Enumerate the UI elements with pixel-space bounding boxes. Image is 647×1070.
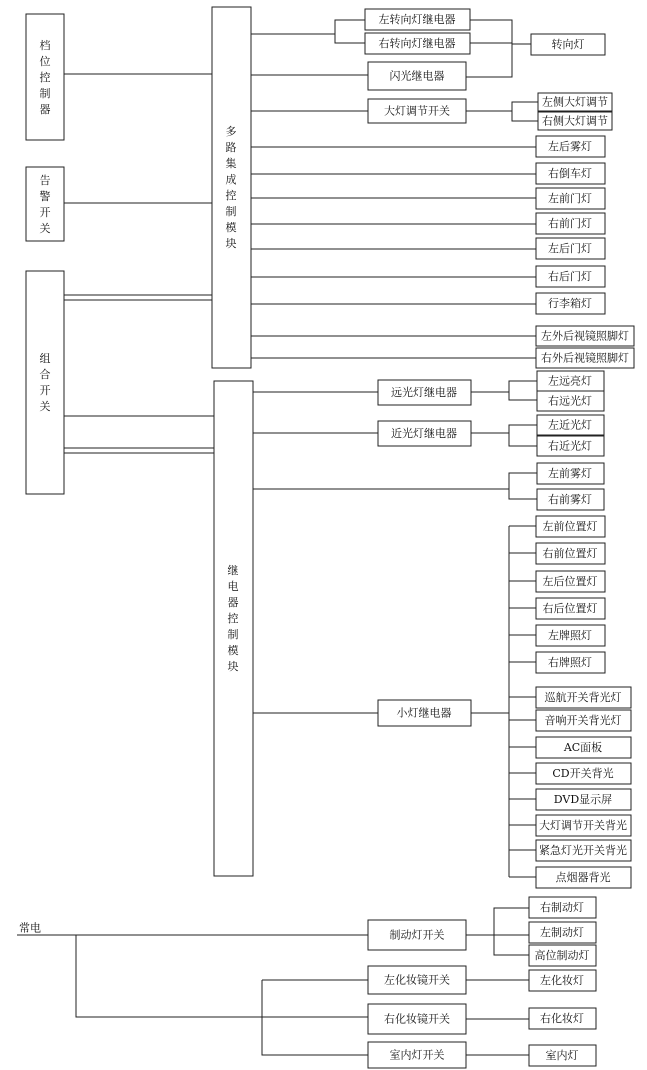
combo-switch-label: 组合开关 — [39, 351, 51, 413]
left-mirror-foot-label: 左外后视镜照脚灯 — [541, 329, 629, 343]
cd-backlight-label: CD开关背光 — [552, 767, 614, 780]
left-brake-box — [529, 922, 596, 943]
ac-panel-box — [536, 737, 631, 758]
vanity-right-switch-label: 右化妆镜开关 — [384, 1012, 450, 1026]
right-headlight-adjust-label: 右侧大灯调节 — [542, 114, 608, 128]
right-plate-label: 右牌照灯 — [548, 656, 592, 669]
multi-integrated-control-module — [212, 7, 251, 368]
right-rear-position-box — [536, 598, 605, 619]
emergency-backlight-label: 紧急灯光开关背光 — [539, 844, 627, 857]
interior-switch-box — [368, 1042, 466, 1068]
left-rear-position-label: 左后位置灯 — [542, 575, 598, 588]
high-beam-relay-label: 远光灯继电器 — [391, 386, 457, 399]
left-vanity-lamp-label: 左化妆灯 — [540, 974, 584, 987]
right-rear-door-box — [536, 266, 605, 287]
gear-controller-label: 档位控制器 — [39, 38, 51, 116]
right-reverse-label: 右倒车灯 — [548, 167, 592, 180]
right-low-beam-box — [537, 436, 604, 456]
relay-control-module — [214, 381, 253, 876]
audio-backlight-box — [536, 710, 631, 731]
brake-switch-label: 制动灯开关 — [389, 928, 445, 942]
left-front-fog-label: 左前雾灯 — [548, 467, 592, 480]
right-front-position-label: 右前位置灯 — [542, 547, 598, 560]
flash-relay-box — [368, 62, 466, 90]
right-mirror-foot-box — [536, 348, 634, 368]
left-plate-box — [536, 625, 605, 646]
headlight-adjust-backlight-label: 大灯调节开关背光 — [539, 819, 627, 832]
ac-panel-label: AC面板 — [563, 741, 603, 754]
right-vanity-lamp-label: 右化妆灯 — [540, 1012, 584, 1025]
lighter-backlight-label: 点烟器背光 — [555, 871, 611, 884]
warning-switch-label: 告警开关 — [39, 173, 51, 235]
lighter-backlight-box — [536, 867, 631, 888]
left-low-beam-box — [537, 415, 604, 435]
left-front-position-box — [536, 516, 605, 537]
turn-lamp-label: 转向灯 — [551, 38, 585, 51]
right-rear-door-label: 右后门灯 — [548, 270, 592, 283]
left-rear-position-box — [536, 571, 605, 592]
left-front-position-label: 左前位置灯 — [542, 520, 598, 533]
combo-switch-box — [26, 271, 64, 494]
left-mirror-foot-box — [536, 326, 634, 346]
left-plate-label: 左牌照灯 — [548, 629, 592, 642]
left-rear-fog-label: 左后雾灯 — [548, 140, 592, 153]
headlight-adjust-switch-box — [368, 99, 466, 123]
right-front-fog-box — [537, 489, 604, 510]
low-beam-relay-label: 近光灯继电器 — [391, 427, 457, 440]
right-front-position-box — [536, 543, 605, 564]
warning-switch-box — [26, 167, 64, 241]
brake-switch-box — [368, 920, 466, 950]
turn-right-relay-label: 右转向灯继电器 — [378, 37, 456, 50]
left-brake-label: 左制动灯 — [540, 926, 584, 939]
right-brake-box — [529, 897, 596, 918]
small-light-relay-box — [378, 700, 471, 726]
left-rear-fog-box — [536, 136, 605, 157]
right-mirror-foot-label: 右外后视镜照脚灯 — [541, 351, 629, 365]
connection-lines — [17, 20, 538, 1055]
turn-left-relay-box — [365, 9, 470, 30]
right-high-beam-label: 右远光灯 — [548, 394, 592, 408]
right-low-beam-label: 右近光灯 — [548, 439, 592, 453]
turn-left-relay-label: 左转向灯继电器 — [378, 13, 456, 26]
left-low-beam-label: 左近光灯 — [548, 418, 592, 432]
headlight-adjust-switch-label: 大灯调节开关 — [384, 104, 450, 118]
left-headlight-adjust-label: 左侧大灯调节 — [542, 95, 608, 109]
interior-switch-label: 室内灯开关 — [389, 1048, 445, 1062]
interior-lamp-box — [529, 1045, 596, 1066]
cd-backlight-box — [536, 763, 631, 784]
right-reverse-box — [536, 163, 605, 184]
emergency-backlight-box — [536, 840, 631, 861]
flash-relay-label: 闪光继电器 — [389, 69, 445, 83]
high-brake-box — [529, 945, 596, 966]
dvd-display-box — [536, 789, 631, 810]
multi-module-label: 多路集成控制模块 — [225, 124, 237, 250]
interior-lamp-label: 室内灯 — [545, 1049, 579, 1062]
left-rear-door-label: 左后门灯 — [548, 242, 592, 255]
trunk-light-label: 行李箱灯 — [548, 297, 592, 310]
cruise-backlight-label: 巡航开关背光灯 — [544, 691, 622, 704]
right-plate-box — [536, 652, 605, 673]
headlight-adjust-backlight-box — [536, 815, 631, 836]
turn-lamp-box — [531, 34, 605, 55]
small-light-relay-label: 小灯继电器 — [396, 706, 452, 720]
right-high-beam-box — [537, 391, 604, 411]
left-front-door-label: 左前门灯 — [548, 192, 592, 205]
left-front-fog-box — [537, 463, 604, 484]
high-beam-relay-box — [378, 380, 471, 405]
right-front-door-label: 右前门灯 — [548, 217, 592, 230]
dvd-display-label: DVD显示屏 — [553, 793, 613, 806]
left-vanity-lamp-box — [529, 970, 596, 991]
right-front-door-box — [536, 213, 605, 234]
left-rear-door-box — [536, 238, 605, 259]
left-front-door-box — [536, 188, 605, 209]
left-high-beam-label: 左远亮灯 — [548, 374, 592, 388]
right-front-fog-label: 右前雾灯 — [548, 493, 592, 506]
high-brake-label: 高位制动灯 — [534, 949, 590, 962]
audio-backlight-label: 音响开关背光灯 — [544, 714, 622, 727]
gear-controller-box — [26, 14, 64, 140]
trunk-light-box — [536, 293, 605, 314]
right-headlight-adjust-box — [538, 112, 612, 130]
right-vanity-lamp-box — [529, 1008, 596, 1029]
low-beam-relay-box — [378, 421, 471, 446]
relay-module-label: 继电器控制模块 — [227, 563, 239, 673]
turn-right-relay-box — [365, 33, 470, 54]
cruise-backlight-box — [536, 687, 631, 708]
right-rear-position-label: 右后位置灯 — [542, 602, 598, 615]
vanity-left-switch-label: 左化妆镜开关 — [384, 973, 450, 987]
right-brake-label: 右制动灯 — [540, 901, 584, 914]
vanity-right-switch-box — [368, 1004, 466, 1034]
vanity-left-switch-box — [368, 966, 466, 994]
left-high-beam-box — [537, 371, 604, 391]
left-headlight-adjust-box — [538, 93, 612, 111]
constant-power-label: 常电 — [19, 921, 41, 935]
